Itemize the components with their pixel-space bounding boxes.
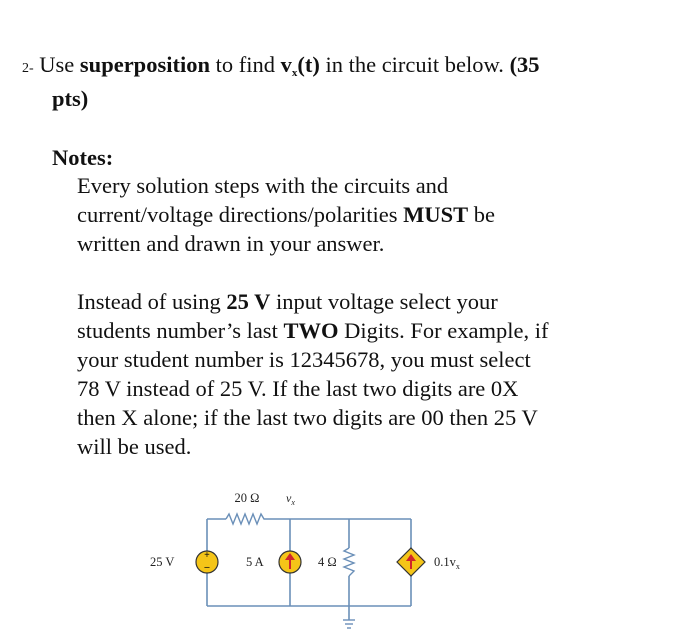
label-vx: $v_x$ [286, 491, 295, 507]
vx-of-t: vx(t) [280, 52, 320, 79]
notes-p1-line-2: current/voltage directions/polarities MUST be [77, 202, 496, 227]
label-20-ohm: 20 Ω [234, 491, 260, 505]
question-line-1: 2- Use superposition to find vx(t) in the circuit below. (35 [22, 52, 540, 79]
notes-p2-line-1: Instead of using 25 V input voltage select your [77, 289, 498, 314]
circuit-wires [207, 519, 411, 620]
points-open: (35 [509, 52, 540, 77]
resistor-20-ohm [226, 514, 267, 524]
notes-p1-line-3: written and drawn in your answer. [77, 231, 385, 256]
notes-p2-line-2: students number’s last TWO Digits. For example, if [77, 318, 549, 343]
label-5a: 5 A [246, 555, 264, 569]
label-dependent-source: $0.1v_x$ [434, 555, 460, 571]
circuit-diagram [0, 470, 700, 641]
keyword-two: TWO [283, 318, 339, 343]
notes-p2-line-6: will be used. [77, 434, 192, 459]
notes-p2-line-5: then X alone; if the last two digits are 00 then 25 V [77, 405, 538, 430]
notes-heading: Notes: [52, 145, 114, 170]
dependent-current-source-icon [397, 548, 425, 576]
ground-icon [343, 620, 355, 628]
current-source-icon [279, 551, 301, 573]
notes-p1-line-1: Every solution steps with the circuits and [77, 173, 449, 198]
keyword-25v: 25 V [226, 289, 271, 314]
svg-text:+: + [204, 550, 210, 561]
label-25v: 25 V [150, 555, 175, 569]
voltage-source-icon [196, 550, 218, 574]
keyword-superposition: superposition [79, 52, 210, 77]
label-4-ohm: 4 Ω [318, 555, 337, 569]
question-line-2 [52, 84, 88, 113]
resistor-4-ohm [344, 548, 354, 576]
question-number: 2- [22, 61, 34, 76]
notes-p2-line-3: your student number is 12345678, you must select [77, 347, 531, 372]
keyword-must: MUST [403, 202, 469, 227]
notes-p2-line-4: 78 V instead of 25 V. If the last two digits are 0X [77, 376, 519, 401]
points-close: pts) [52, 86, 89, 111]
svg-text:−: − [203, 562, 211, 574]
